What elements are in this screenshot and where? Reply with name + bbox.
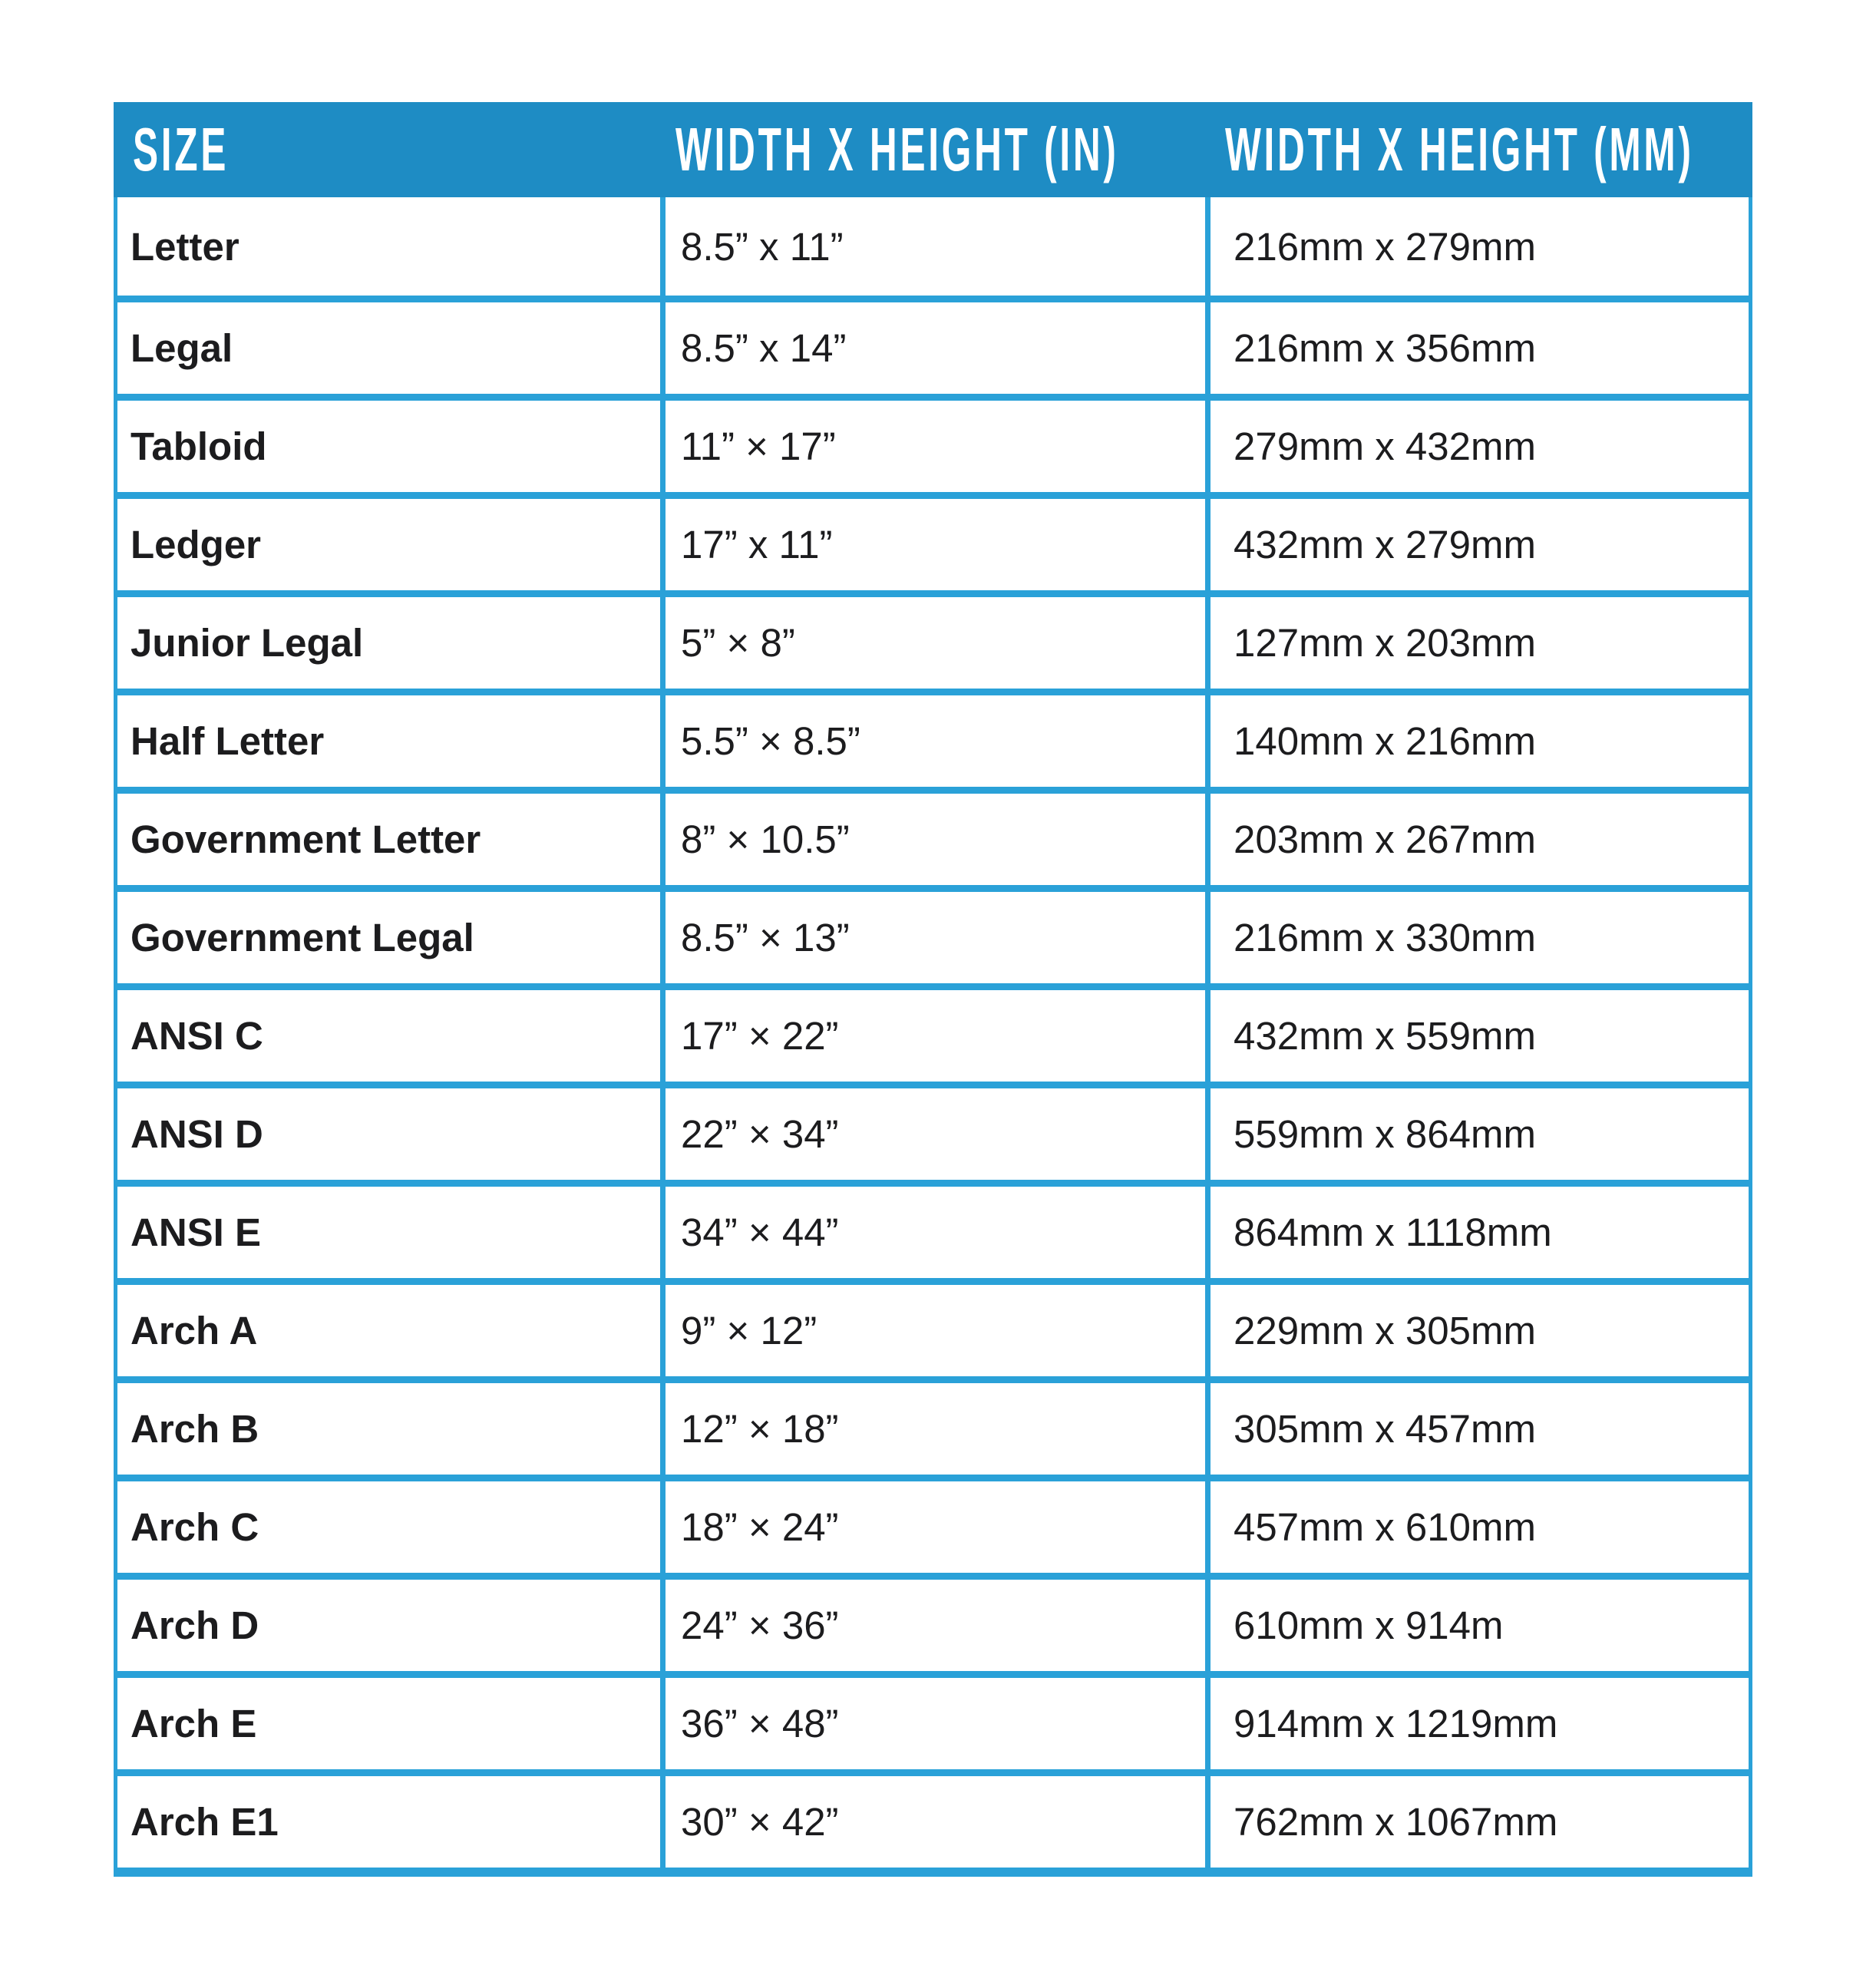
table-row — [117, 1376, 1749, 1475]
mm-cell: 216mm x 279mm — [1205, 197, 1749, 296]
size-cell: Arch E1 — [130, 1800, 279, 1844]
table-row — [117, 394, 1749, 492]
table-row — [117, 1671, 1749, 1769]
inches-cell: 17” x 11” — [660, 499, 1205, 590]
inches-cell: 24” × 36” — [660, 1580, 1205, 1671]
size-cell: Arch E — [130, 1702, 257, 1745]
table-row — [117, 1475, 1749, 1573]
table-row — [117, 1769, 1749, 1868]
size-cell: Tabloid — [130, 424, 267, 468]
mm-cell: 610mm x 914m — [1205, 1580, 1749, 1671]
size-cell: Arch A — [130, 1309, 258, 1352]
table-header-row — [114, 102, 1752, 197]
inches-cell: 36” × 48” — [660, 1678, 1205, 1769]
column-header-width-height-mm-label: WIDTH X HEIGHT (MM) — [1225, 115, 1694, 183]
mm-cell: 127mm x 203mm — [1205, 597, 1749, 689]
inches-cell: 5” × 8” — [660, 597, 1205, 689]
table-row — [117, 492, 1749, 590]
table-row — [117, 983, 1749, 1082]
table-row — [117, 296, 1749, 394]
table-row — [117, 1082, 1749, 1180]
table-body — [114, 197, 1752, 1877]
inches-cell: 17” × 22” — [660, 990, 1205, 1082]
table-row — [117, 1573, 1749, 1671]
inches-cell: 8.5” x 11” — [660, 197, 1205, 296]
size-cell: Government Legal — [130, 916, 474, 959]
size-cell: Junior Legal — [130, 621, 364, 665]
paper-sizes-table — [114, 102, 1752, 1877]
size-cell: Legal — [130, 326, 233, 370]
inches-cell: 30” × 42” — [660, 1776, 1205, 1868]
column-header-size-label: SIZE — [133, 115, 230, 183]
table-row — [117, 885, 1749, 983]
table-row — [117, 1180, 1749, 1278]
mm-cell: 762mm x 1067mm — [1205, 1776, 1749, 1868]
table-row — [117, 787, 1749, 885]
inches-cell: 5.5” × 8.5” — [660, 695, 1205, 787]
column-header-size — [114, 114, 660, 185]
table-row — [117, 689, 1749, 787]
size-cell: Government Letter — [130, 817, 481, 861]
size-cell: ANSI C — [130, 1014, 263, 1058]
table-row — [117, 590, 1749, 689]
inches-cell: 11” × 17” — [660, 401, 1205, 492]
mm-cell: 216mm x 330mm — [1205, 892, 1749, 983]
mm-cell: 305mm x 457mm — [1205, 1383, 1749, 1475]
size-cell: Half Letter — [130, 719, 325, 763]
size-cell: Arch C — [130, 1505, 259, 1549]
mm-cell: 140mm x 216mm — [1205, 695, 1749, 787]
mm-cell: 559mm x 864mm — [1205, 1088, 1749, 1180]
size-cell: ANSI D — [130, 1112, 263, 1156]
mm-cell: 229mm x 305mm — [1205, 1285, 1749, 1376]
inches-cell: 8” × 10.5” — [660, 794, 1205, 885]
table-row — [117, 1278, 1749, 1376]
size-cell: Letter — [130, 224, 239, 269]
mm-cell: 216mm x 356mm — [1205, 302, 1749, 394]
table-row — [117, 197, 1749, 296]
size-cell: Arch B — [130, 1407, 259, 1451]
mm-cell: 457mm x 610mm — [1205, 1481, 1749, 1573]
inches-cell: 22” × 34” — [660, 1088, 1205, 1180]
mm-cell: 864mm x 1118mm — [1205, 1187, 1749, 1278]
size-cell: Ledger — [130, 523, 262, 566]
inches-cell: 8.5” × 13” — [660, 892, 1205, 983]
inches-cell: 18” × 24” — [660, 1481, 1205, 1573]
inches-cell: 9” × 12” — [660, 1285, 1205, 1376]
inches-cell: 12” × 18” — [660, 1383, 1205, 1475]
column-header-width-height-in — [660, 114, 1205, 185]
mm-cell: 432mm x 559mm — [1205, 990, 1749, 1082]
column-header-width-height-in-label: WIDTH X HEIGHT (IN) — [675, 115, 1119, 183]
column-header-width-height-mm — [1205, 114, 1752, 185]
mm-cell: 914mm x 1219mm — [1205, 1678, 1749, 1769]
mm-cell: 203mm x 267mm — [1205, 794, 1749, 885]
mm-cell: 279mm x 432mm — [1205, 401, 1749, 492]
inches-cell: 34” × 44” — [660, 1187, 1205, 1278]
mm-cell: 432mm x 279mm — [1205, 499, 1749, 590]
inches-cell: 8.5” x 14” — [660, 302, 1205, 394]
size-cell: ANSI E — [130, 1210, 262, 1254]
size-cell: Arch D — [130, 1603, 259, 1647]
